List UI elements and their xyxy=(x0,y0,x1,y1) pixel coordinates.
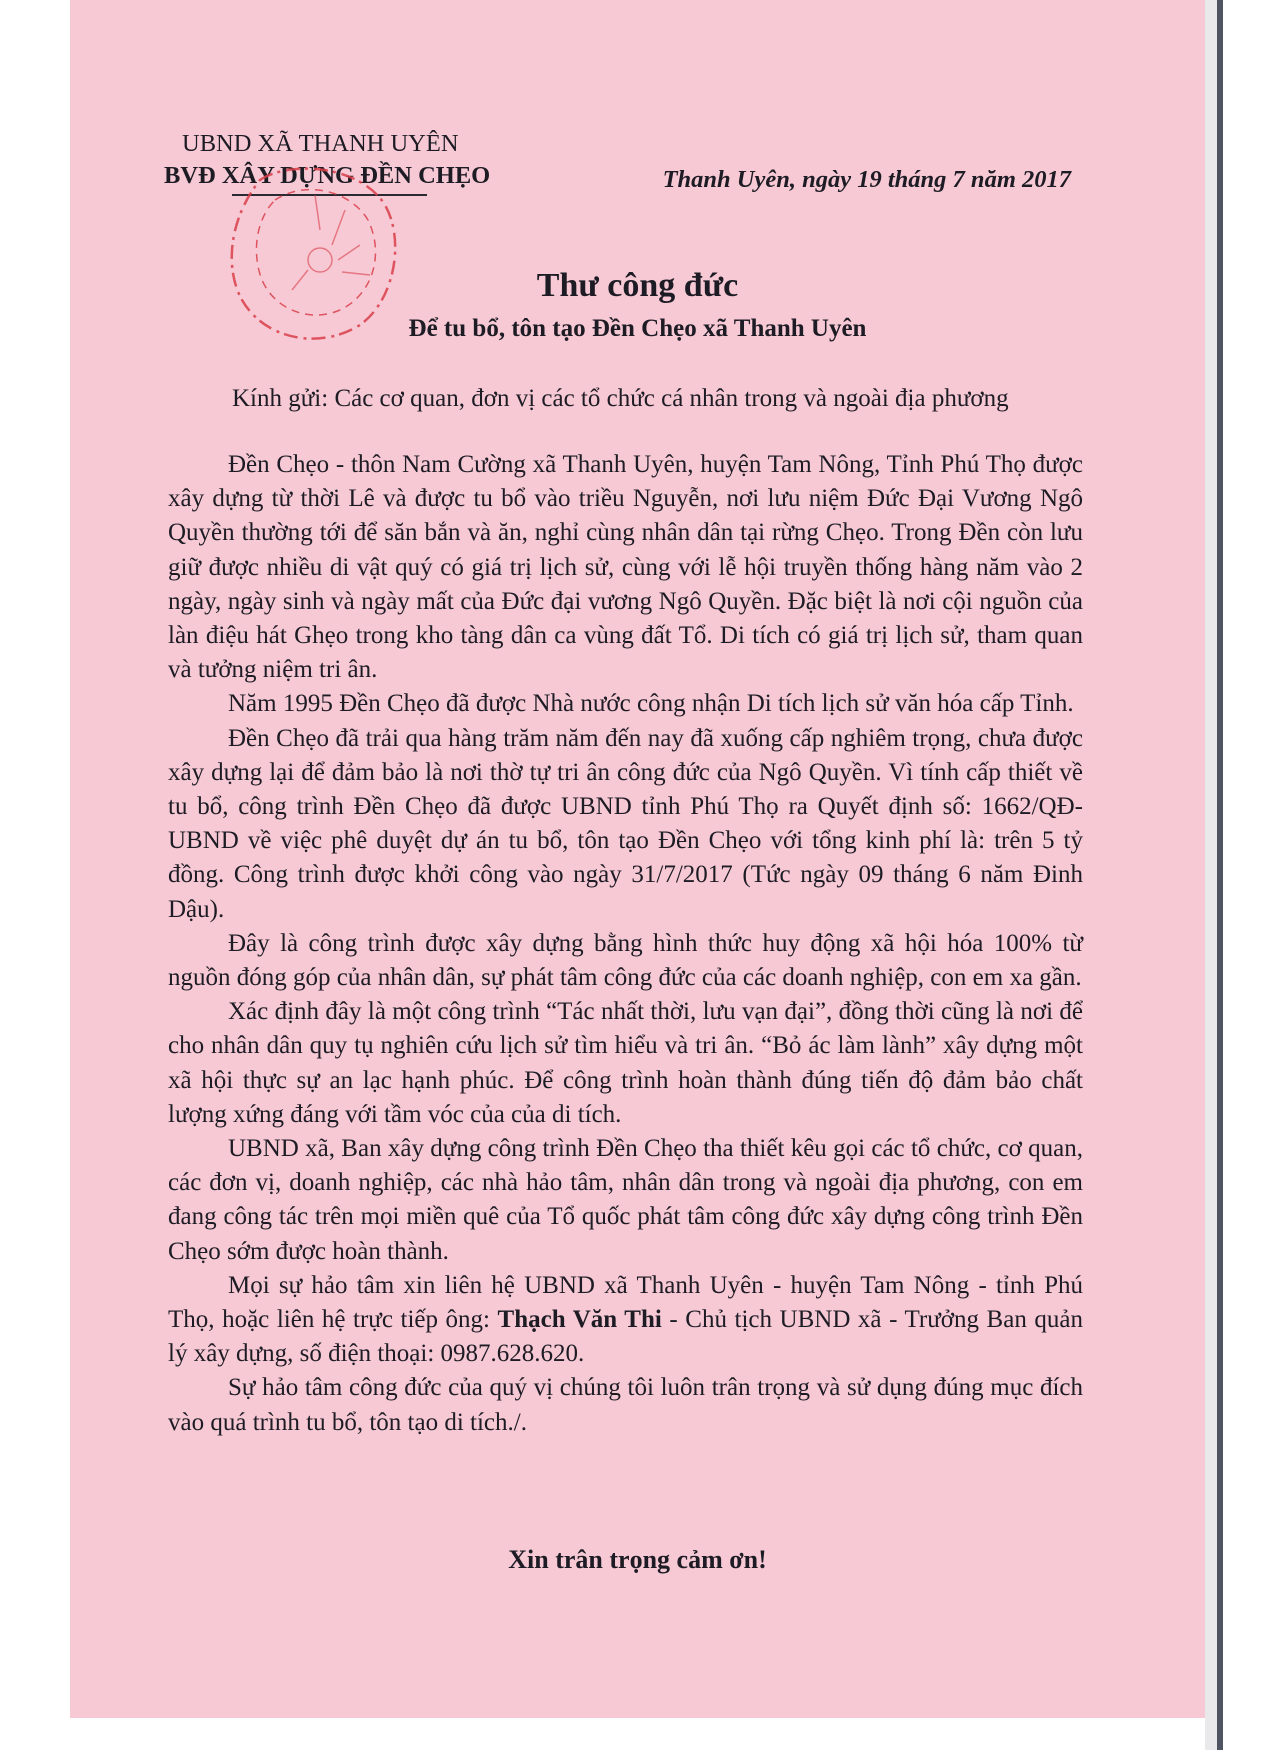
body-paragraph: Đền Chẹo - thôn Nam Cường xã Thanh Uyên, huyện Tam Nông, Tỉnh Phú Thọ được xây dựng từ thời Lê và được tu bổ vào triều Nguyễn, nơi lưu niệm Đức Đại Vương Ngô Quyền thường tới để săn bắn và ăn, nghỉ cùng nhân dân tại rừng Chẹo. Trong Đền còn lưu giữ được nhiều di vật quý có giá trị lịch sử, cùng với lễ hội truyền thống hàng năm vào 2 ngày, ngày sinh và ngày mất của Đức đại vương Ngô Quyền. Đặc biệt là nơi cội nguồn của làn điệu hát Ghẹo trong kho tàng dân ca vùng đất Tổ. Di tích có giá trị lịch sử, tham quan và tưởng niệm tri ân. xyxy=(168,451,1083,684)
body-paragraph: UBND xã, Ban xây dựng công trình Đền Chẹo tha thiết kêu gọi các tổ chức, cơ quan, các đơn vị, doanh nghiệp, các nhà hảo tâm, nhân dân trong và ngoài địa phương, con em đang công tác trên mọi miền quê của Tổ quốc phát tâm công đức xây dựng công trình Đền Chẹo sớm được hoàn thành. xyxy=(168,1135,1083,1265)
issuing-organization: UBND XÃ THANH UYÊN xyxy=(182,130,459,157)
body-paragraph: Đây là công trình được xây dựng bằng hình thức huy động xã hội hóa 100% từ nguồn đóng góp của nhân dân, sự phát tâm công đức của các doanh nghiệp, con em xa gần. xyxy=(168,929,1083,992)
contact-person-name: Thạch Văn Thi xyxy=(497,1306,662,1334)
final-paragraph: Sự hảo tâm công đức của quý vị chúng tôi luôn trân trọng và sử dụng đúng mục đích vào quá trình tu bổ, tôn tạo di tích./. xyxy=(168,1374,1083,1436)
scan-edge xyxy=(1205,0,1217,1750)
place-and-date: Thanh Uyên, ngày 19 tháng 7 năm 2017 xyxy=(662,166,1071,193)
letter-body xyxy=(168,448,1083,1440)
body-paragraph: Xác định đây là một công trình “Tác nhất thời, lưu vạn đại”, đồng thời cũng là nơi để cho nhân dân quy tụ nghiên cứu lịch sử tìm hiểu và tri ân. “Bỏ ác làm lành” xây dựng một xã hội thực sự an lạc hạnh phúc. Để công trình hoàn thành đúng tiến độ đảm bảo chất lượng xứng đáng với tầm vóc của của di tích. xyxy=(168,998,1083,1128)
recipient-line: Kính gửi: Các cơ quan, đơn vị các tổ chức cá nhân trong và ngoài địa phương xyxy=(232,385,1009,412)
issuing-board: BVĐ XÂY DỰNG ĐỀN CHẸO xyxy=(164,162,491,189)
letter-subtitle: Để tu bổ, tôn tạo Đền Chẹo xã Thanh Uyên xyxy=(408,315,867,342)
scan-edge-dark xyxy=(1217,0,1223,1750)
body-paragraph: Đền Chẹo đã trải qua hàng trăm năm đến nay đã xuống cấp nghiêm trọng, chưa được xây dựng lại để đảm bảo là nơi thờ tự tri ân công đức của Ngô Quyền. Vì tính cấp thiết về tu bổ, công trình Đền Chẹo đã được UBND tỉnh Phú Thọ ra Quyết định số: 1662/QĐ-UBND về việc phê duyệt dự án tu bổ, tôn tạo Đền Chẹo với tổng kinh phí là: trên 5 tỷ đồng. Công trình được khởi công vào ngày 31/7/2017 (Tức ngày 09 tháng 6 năm Đinh Dậu). xyxy=(168,724,1083,923)
contact-intro: Mọi sự hảo tâm xin liên hệ UBND xã Thanh Uyên - huyện Tam Nông - tỉnh Phú Thọ, hoặc liên hệ trực tiếp ông: xyxy=(168,1271,1083,1334)
body-paragraph: Năm 1995 Đền Chẹo đã được Nhà nước công nhận Di tích lịch sử văn hóa cấp Tỉnh. xyxy=(228,690,1074,718)
contact-paragraph xyxy=(168,1269,1083,1372)
closing-thanks: Xin trân trọng cảm ơn! xyxy=(508,1545,767,1574)
letter-title: Thư công đức xyxy=(536,267,739,304)
contact-details: - Chủ tịch UBND xã - Trưởng Ban quản lý xây dựng, số điện thoại: 0987.628.620. xyxy=(168,1306,1083,1368)
